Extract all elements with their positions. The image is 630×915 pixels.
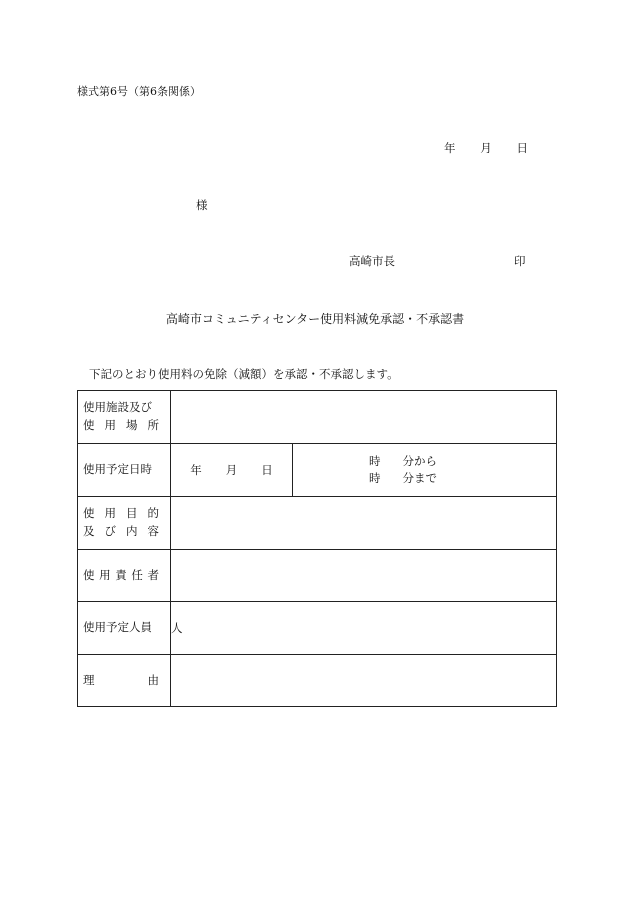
char: 者 (147, 567, 159, 582)
purpose-label-line1 (83, 505, 159, 523)
char: 使 (83, 506, 95, 521)
char: 用 (99, 567, 111, 582)
purpose-field[interactable] (171, 497, 557, 550)
day-label: 日 (516, 141, 528, 155)
schedule-label: 使用予定日時 (78, 444, 171, 497)
table-row-schedule (78, 444, 557, 497)
char: 及 (83, 524, 95, 538)
table-row-reason (78, 655, 557, 707)
purpose-label-line2 (83, 523, 159, 541)
facility-label-line1: 使用施設及び (83, 400, 152, 415)
char: 的 (147, 506, 159, 521)
lead-text: 下記のとおり使用料の免除（減額）を承認・不承認します。 (89, 367, 399, 381)
table-row-people (78, 602, 557, 655)
char: 目 (126, 506, 138, 521)
minute-label: 分から (402, 453, 437, 468)
issue-date (444, 143, 528, 155)
schedule-time-field[interactable] (293, 444, 556, 496)
facility-field[interactable] (171, 391, 557, 444)
manager-label-line (83, 567, 159, 585)
reason-label-line (83, 672, 159, 690)
schedule-date-field[interactable] (171, 444, 293, 496)
hour-label: 時 (369, 453, 381, 468)
time-from (369, 453, 556, 470)
seal-mark: 印 (514, 254, 526, 268)
char: び (104, 524, 116, 538)
char: 使 (83, 418, 95, 432)
char: 責 (115, 567, 127, 582)
application-table (77, 390, 557, 707)
day-label: 日 (261, 463, 273, 477)
minute-label: 分まで (402, 471, 437, 485)
manager-label (78, 550, 171, 602)
month-label: 月 (225, 463, 238, 477)
char: 内 (126, 524, 138, 538)
document-title: 高崎市コミュニティセンター使用料減免承認・不承認書 (165, 312, 465, 326)
reason-field[interactable] (171, 655, 557, 707)
char: 場 (126, 418, 138, 432)
table-row-purpose (78, 497, 557, 550)
char: 所 (147, 418, 159, 432)
char: 容 (147, 524, 159, 538)
char: 理 (83, 672, 95, 687)
reason-label (78, 655, 171, 707)
manager-field[interactable] (171, 550, 557, 602)
char: 用 (104, 506, 116, 521)
people-field[interactable] (171, 602, 557, 655)
time-to (369, 470, 556, 487)
people-unit: 人 (171, 621, 183, 635)
char: 任 (131, 567, 143, 582)
schedule-field (171, 444, 557, 497)
hour-label: 時 (369, 471, 381, 485)
char: 由 (147, 672, 159, 687)
people-label: 使用予定人員 (78, 602, 171, 655)
year-label: 年 (190, 463, 202, 477)
addressee-suffix: 様 (196, 198, 208, 212)
year-label: 年 (444, 141, 456, 155)
char: 使 (83, 567, 95, 582)
facility-label-line2 (83, 417, 159, 435)
issuer-name: 高崎市長 (349, 254, 395, 268)
table-row-manager (78, 550, 557, 602)
form-number: 様式第6号（第6条関係） (77, 85, 201, 98)
purpose-label (78, 497, 171, 550)
char: 用 (104, 418, 116, 432)
facility-label (78, 391, 171, 444)
table-row-facility (78, 391, 557, 444)
month-label: 月 (480, 141, 492, 155)
